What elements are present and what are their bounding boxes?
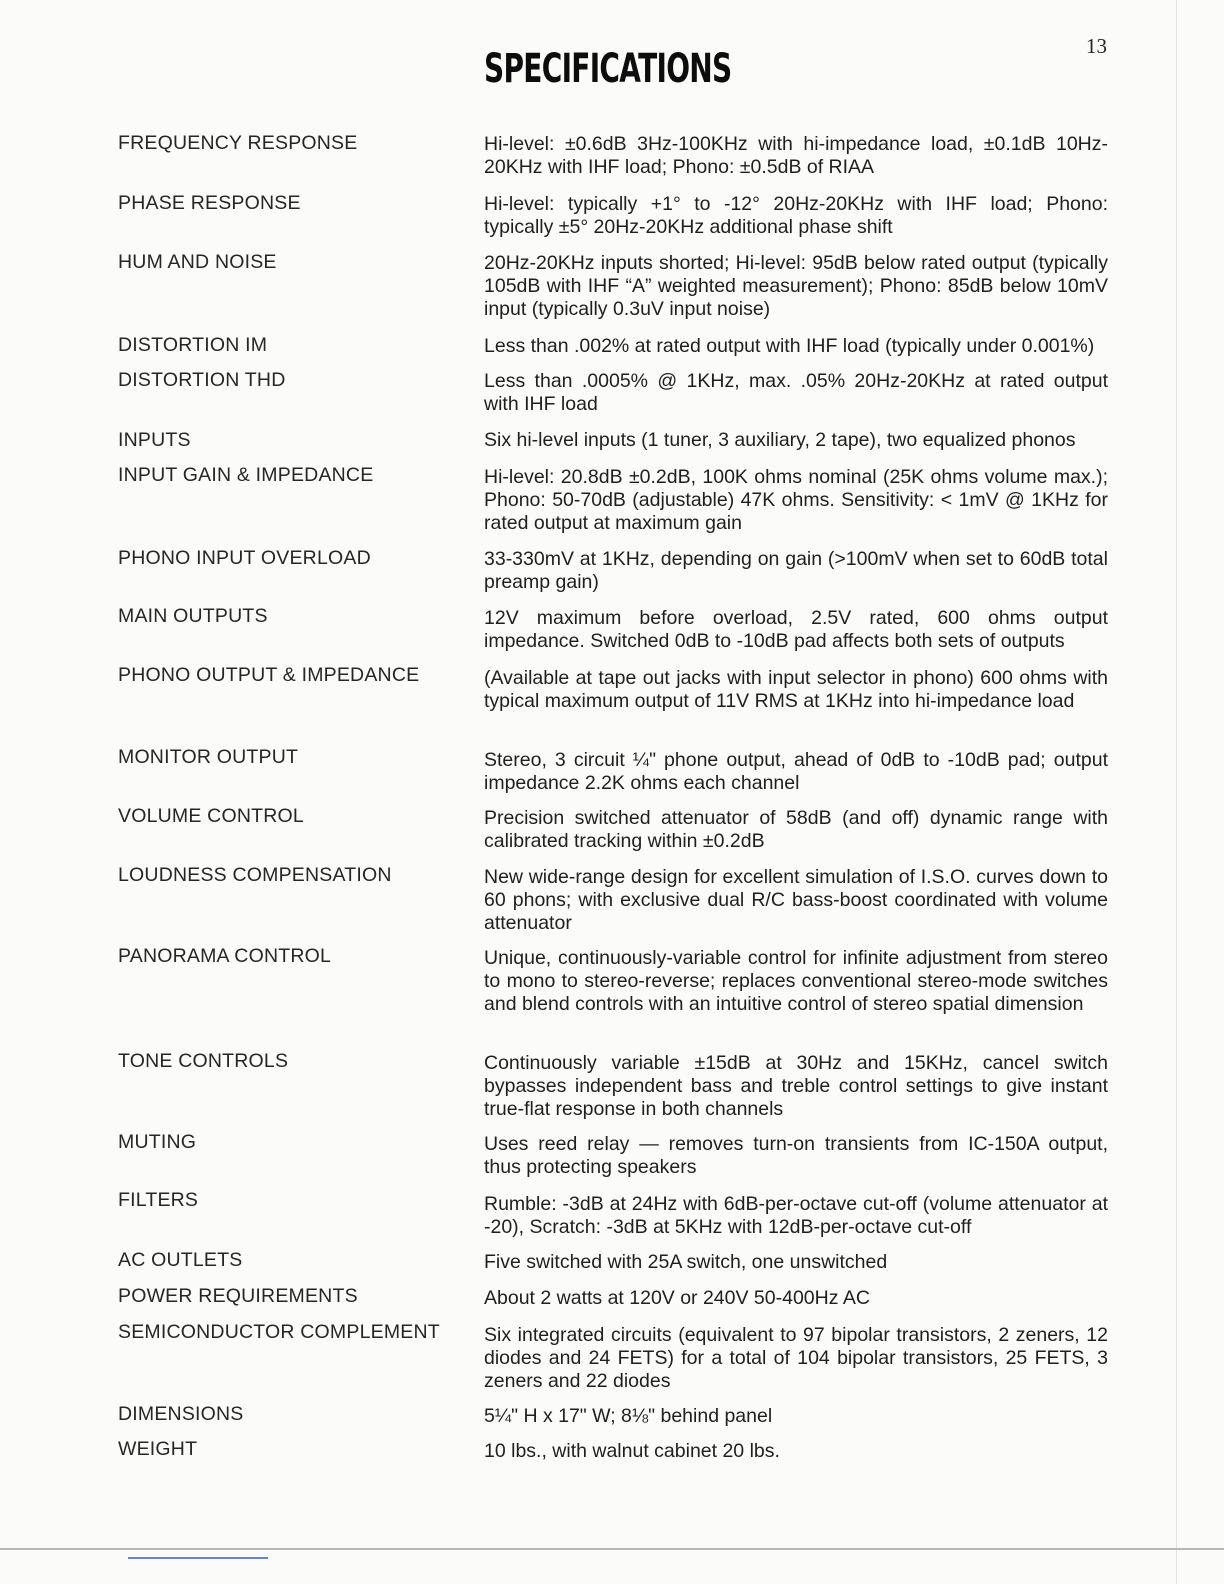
- spec-value: Precision switched attenuator of 58dB (and off) dynamic range with calibrated tracking within ±0.2dB: [484, 807, 1108, 852]
- spec-label: INPUT GAIN & IMPEDANCE: [118, 464, 374, 486]
- bottom-rule: [0, 1548, 1224, 1550]
- spec-value: Continuously variable ±15dB at 30Hz and 15KHz, cancel switch bypasses independent bass and treble control settings to give instant true-flat response in both channels: [484, 1052, 1108, 1120]
- spec-label: WEIGHT: [118, 1438, 198, 1460]
- spec-label: DISTORTION THD: [118, 369, 286, 391]
- page-title: SPECIFICATIONS: [484, 46, 732, 92]
- spec-value: 5¼" H x 17" W; 8⅛" behind panel: [484, 1405, 773, 1427]
- spec-value: New wide-range design for excellent simulation of I.S.O. curves down to 60 phons; with exclusive dual R/C bass-boost coordinated with volume attenuator: [484, 866, 1108, 934]
- spec-value: 12V maximum before overload, 2.5V rated, 600 ohms output impedance. Switched 0dB to -10dB pad affects both sets of outputs: [484, 607, 1108, 652]
- spec-label: INPUTS: [118, 429, 191, 451]
- spec-value: Hi-level: typically +1° to -12° 20Hz-20KHz with IHF load; Phono: typically ±5° 20Hz-20KHz additional phase shift: [484, 193, 1108, 238]
- spec-value: Stereo, 3 circuit ¼" phone output, ahead of 0dB to -10dB pad; output impedance 2.2K ohms each channel: [484, 749, 1108, 794]
- spec-value: Five switched with 25A switch, one unswitched: [484, 1251, 888, 1273]
- spec-label: PHASE RESPONSE: [118, 192, 301, 214]
- spec-label: MONITOR OUTPUT: [118, 746, 299, 768]
- spec-value: (Available at tape out jacks with input selector in phono) 600 ohms with typical maximum output of 11V RMS at 1KHz into hi-impedance load: [484, 667, 1108, 712]
- page-number: 13: [1086, 34, 1107, 58]
- spec-value: Less than .002% at rated output with IHF load (typically under 0.001%): [484, 335, 1095, 357]
- spec-label: MAIN OUTPUTS: [118, 605, 268, 627]
- spec-label: POWER REQUIREMENTS: [118, 1285, 358, 1307]
- spec-label: HUM AND NOISE: [118, 251, 277, 273]
- bottom-accent-line: [128, 1557, 268, 1559]
- spec-value: 10 lbs., with walnut cabinet 20 lbs.: [484, 1440, 780, 1462]
- spec-label: FILTERS: [118, 1189, 199, 1211]
- spec-value: 33-330mV at 1KHz, depending on gain (>100mV when set to 60dB total preamp gain): [484, 548, 1108, 593]
- spec-label: PHONO INPUT OVERLOAD: [118, 547, 371, 569]
- spec-label: TONE CONTROLS: [118, 1050, 289, 1072]
- spec-label: LOUDNESS COMPENSATION: [118, 864, 392, 886]
- spec-value: 20Hz-20KHz inputs shorted; Hi-level: 95dB below rated output (typically 105dB with IHF “A” weighted measurement); Phono: 85dB below 10mV input (typically 0.3uV input noise): [484, 252, 1108, 320]
- spec-label: PANORAMA CONTROL: [118, 945, 332, 967]
- spec-label: AC OUTLETS: [118, 1249, 243, 1271]
- spec-value: Unique, continuously-variable control for infinite adjustment from stereo to mono to stereo-reverse; replaces conventional stereo-mode switches and blend controls with an intuitive control of stereo spatial dimension: [484, 947, 1108, 1015]
- spec-label: DIMENSIONS: [118, 1403, 244, 1425]
- spec-value: Less than .0005% @ 1KHz, max. .05% 20Hz-20KHz at rated output with IHF load: [484, 370, 1108, 415]
- spec-label: FREQUENCY RESPONSE: [118, 132, 358, 154]
- spec-value: Uses reed relay — removes turn-on transients from IC-150A output, thus protecting speakers: [484, 1133, 1108, 1178]
- spec-value: Hi-level: ±0.6dB 3Hz-100KHz with hi-impedance load, ±0.1dB 10Hz-20KHz with IHF load; Phono: ±0.5dB of RIAA: [484, 133, 1108, 178]
- spec-value: Hi-level: 20.8dB ±0.2dB, 100K ohms nominal (25K ohms volume max.); Phono: 50-70dB (adjustable) 47K ohms. Sensitivity: < 1mV @ 1KHz for rated output at maximum gain: [484, 466, 1108, 534]
- spec-value: Six hi-level inputs (1 tuner, 3 auxiliary, 2 tape), two equalized phonos: [484, 429, 1076, 451]
- spec-value: Six integrated circuits (equivalent to 97 bipolar transistors, 2 zeners, 12 diodes and 24 FETS) for a total of 104 bipolar transistors, 25 FETS, 3 zeners and 22 diodes: [484, 1324, 1108, 1392]
- spec-label: DISTORTION IM: [118, 334, 268, 356]
- spec-label: VOLUME CONTROL: [118, 805, 304, 827]
- spec-label: SEMICONDUCTOR COMPLEMENT: [118, 1321, 440, 1343]
- spec-label: PHONO OUTPUT & IMPEDANCE: [118, 664, 420, 686]
- page-edge-line: [1176, 0, 1177, 1584]
- spec-value: Rumble: -3dB at 24Hz with 6dB-per-octave cut-off (volume attenuator at -20), Scratch: -3dB at 5KHz with 12dB-per-octave cut-off: [484, 1193, 1108, 1238]
- spec-value: About 2 watts at 120V or 240V 50-400Hz AC: [484, 1287, 870, 1309]
- spec-label: MUTING: [118, 1131, 197, 1153]
